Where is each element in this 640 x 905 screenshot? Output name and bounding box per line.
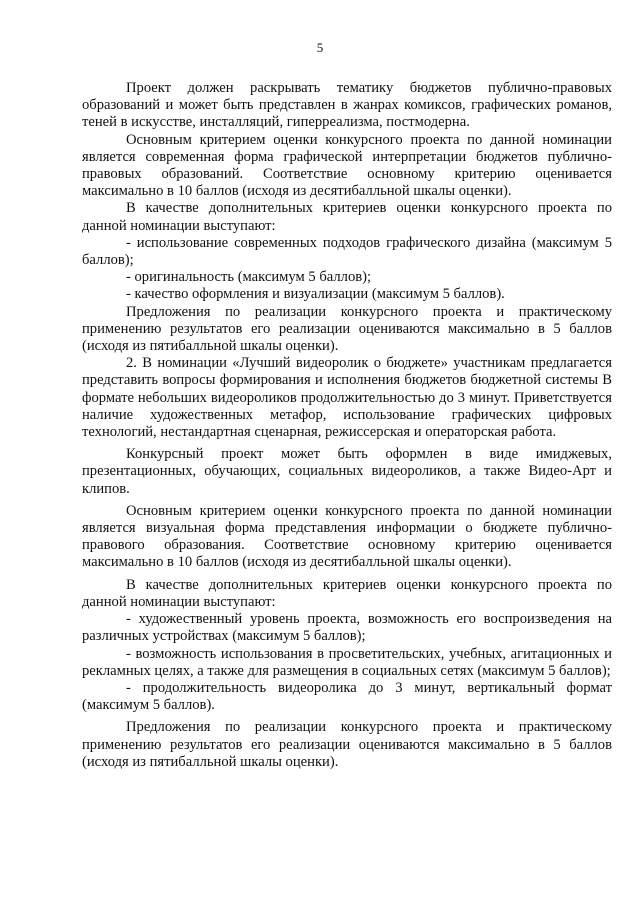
document-body <box>82 80 612 771</box>
list-item-artistic-level: - художественный уровень проекта, возможность его воспроизведения на различных устройствах (максимум 5 баллов); <box>82 611 612 645</box>
paragraph-additional-criteria-video-intro: В качестве дополнительных критериев оценки конкурсного проекта по данной номинации выступают: <box>82 576 612 610</box>
list-item-usage-possibility: - возможность использования в просветительских, учебных, агитационных и рекламных целях, а также для размещения в социальных сетях (максимум 5 баллов); <box>82 645 612 679</box>
list-item-originality: - оригинальность (максимум 5 баллов); <box>126 269 372 286</box>
paragraph-implementation-proposals: Предложения по реализации конкурсного проекта и практическому применению результатов его реализации оцениваются максимально в 5 баллов (исходя из пятибалльной шкалы оценки). <box>82 303 612 355</box>
paragraph-additional-criteria-intro: В качестве дополнительных критериев оценки конкурсного проекта по данной номинации выступают: <box>82 200 612 234</box>
page-number: 5 <box>316 40 324 55</box>
list-item-duration-format: - продолжительность видеоролика до 3 минут, вертикальный формат (максимум 5 баллов). <box>82 679 612 714</box>
paragraph-video-nomination: 2. В номинации «Лучший видеоролик о бюджете» участникам предлагается представить вопросы формирования и исполнения бюджетов бюджетной системы В формате небольших видеороликов продолжительностью до 3 минут. Приветствуется наличие художественных метафор, использование графических цифровых технологий, нестандартная сценарная, режиссерская и операторская работа. <box>82 355 612 441</box>
paragraph-video-formats: Конкурсный проект может быть оформлен в виде имиджевых, презентационных, обучающих, социальных видеороликов, а также Видео-Арт и клипов. <box>82 446 612 497</box>
paragraph-implementation-proposals-video: Предложения по реализации конкурсного проекта и практическому применению результатов его реализации оцениваются максимально в 5 баллов (исходя из пятибалльной шкалы оценки). <box>82 719 612 770</box>
paragraph-main-criterion-video: Основным критерием оценки конкурсного проекта по данной номинации является визуальная форма представления информации о бюджете публично-правового образования. Соответствие основному критерию оценивается максимально в 10 баллов (исходя из десятибалльной шкалы оценки). <box>82 502 612 571</box>
list-item-visual-quality: - качество оформления и визуализации (максимум 5 баллов). <box>126 286 505 303</box>
paragraph-main-criterion-graphics: Основным критерием оценки конкурсного проекта по данной номинации является современная форма графической интерпретации бюджетов публично-правовых образований. Соответствие основному критерию оценивается максимально в 10 баллов (исходя из десятибалльной шкалы оценки). <box>82 131 612 200</box>
list-item-modern-design: - использование современных подходов графического дизайна (максимум 5 баллов); <box>82 234 612 269</box>
paragraph-project-genres: Проект должен раскрывать тематику бюджетов публично-правовых образований и может быть представлен в жанрах комиксов, графических романов, теней в искусстве, инсталляций, гиперреализма, постмодерна. <box>82 80 612 131</box>
